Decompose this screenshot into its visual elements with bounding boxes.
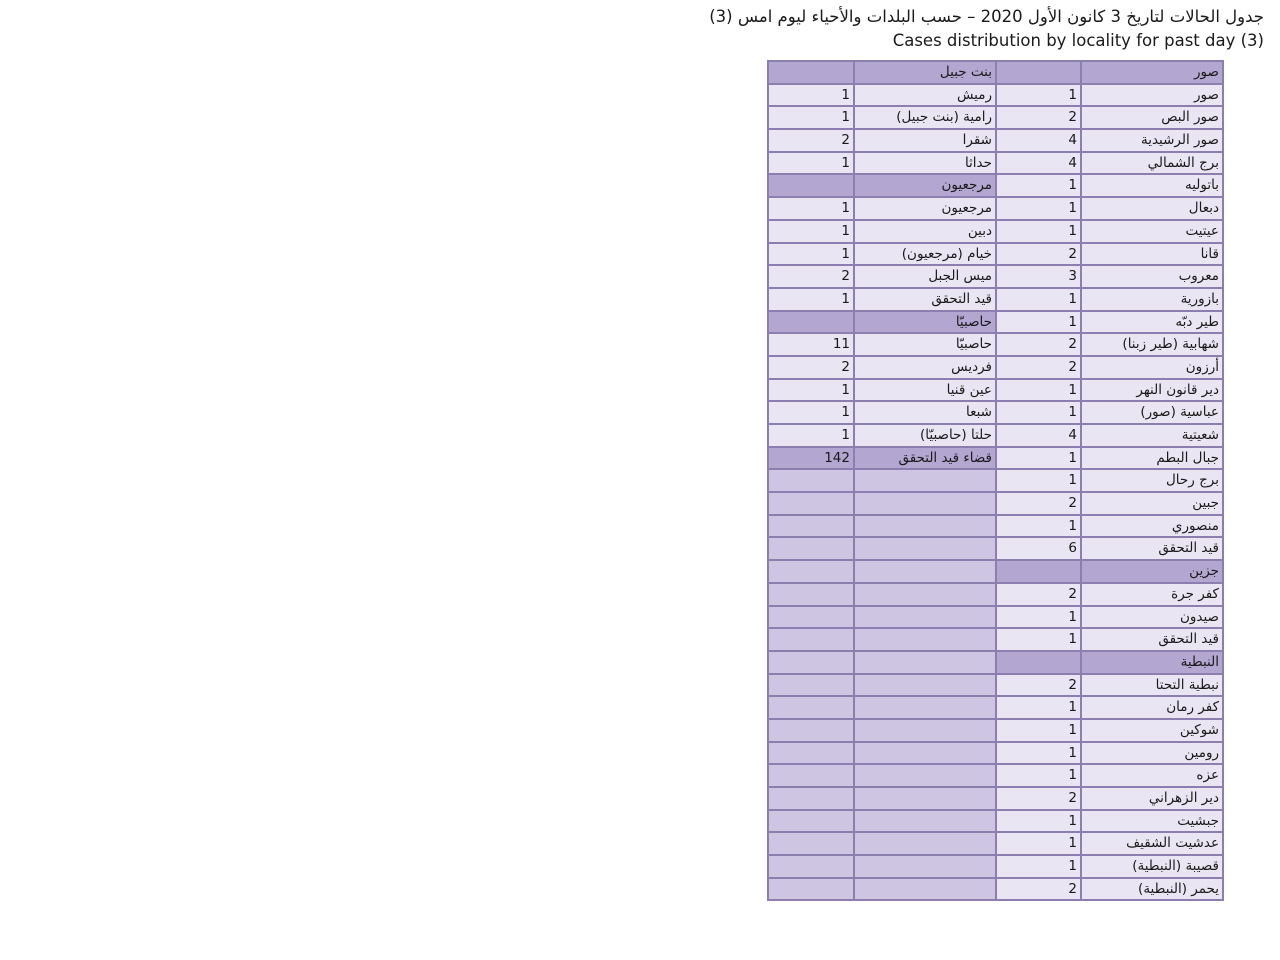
left-locality-cell: ميس الجبل <box>855 266 997 289</box>
left-locality-cell <box>855 516 997 539</box>
left-count-cell: 2 <box>769 130 855 153</box>
right-locality-cell: شوكين <box>1082 720 1224 743</box>
left-locality-cell: رامية (بنت جبيل) <box>855 107 997 130</box>
left-count-cell <box>769 175 855 198</box>
left-locality-cell: حداثا <box>855 153 997 176</box>
left-locality-cell <box>855 607 997 630</box>
right-count-cell: 1 <box>997 833 1082 856</box>
right-count-cell: 1 <box>997 743 1082 766</box>
left-count-cell <box>769 493 855 516</box>
left-count-cell <box>769 856 855 879</box>
left-locality-cell: رميش <box>855 85 997 108</box>
right-locality-cell: عزه <box>1082 765 1224 788</box>
right-count-cell: 1 <box>997 516 1082 539</box>
right-count-cell: 1 <box>997 811 1082 834</box>
left-count-cell: 1 <box>769 380 855 403</box>
left-locality-cell: شبعا <box>855 402 997 425</box>
right-count-cell: 1 <box>997 312 1082 335</box>
right-count-cell: 2 <box>997 879 1082 902</box>
left-count-cell <box>769 720 855 743</box>
right-count-cell: 1 <box>997 697 1082 720</box>
left-count-cell <box>769 62 855 85</box>
right-locality-cell: صور <box>1082 85 1224 108</box>
right-count-cell: 1 <box>997 448 1082 471</box>
right-locality-cell: معروب <box>1082 266 1224 289</box>
left-count-cell <box>769 788 855 811</box>
left-locality-cell: بنت جبيل <box>855 62 997 85</box>
right-locality-cell: جبشيت <box>1082 811 1224 834</box>
right-locality-cell: منصوري <box>1082 516 1224 539</box>
left-locality-cell <box>855 788 997 811</box>
left-locality-cell: مرجعيون <box>855 175 997 198</box>
left-locality-cell <box>855 584 997 607</box>
left-locality-cell: قيد التحقق <box>855 289 997 312</box>
left-count-cell: 1 <box>769 153 855 176</box>
right-locality-cell: كفر رمان <box>1082 697 1224 720</box>
left-count-cell <box>769 652 855 675</box>
left-locality-cell: دبين <box>855 221 997 244</box>
right-count-cell: 2 <box>997 107 1082 130</box>
right-locality-cell: صور الرشيدية <box>1082 130 1224 153</box>
left-locality-cell <box>855 470 997 493</box>
right-count-cell: 1 <box>997 607 1082 630</box>
left-locality-cell: عين قنيا <box>855 380 997 403</box>
right-locality-cell: قيد التحقق <box>1082 538 1224 561</box>
left-locality-cell <box>855 652 997 675</box>
left-locality-cell: حاصبيّا <box>855 334 997 357</box>
right-count-cell <box>997 62 1082 85</box>
right-locality-cell: قيد التحقق <box>1082 629 1224 652</box>
left-count-cell: 1 <box>769 107 855 130</box>
left-locality-cell <box>855 833 997 856</box>
left-count-cell: 11 <box>769 334 855 357</box>
right-locality-cell: صور البص <box>1082 107 1224 130</box>
left-count-cell: 1 <box>769 244 855 267</box>
left-locality-cell <box>855 856 997 879</box>
right-count-cell: 1 <box>997 380 1082 403</box>
right-locality-cell: برج رحال <box>1082 470 1224 493</box>
right-count-cell: 2 <box>997 244 1082 267</box>
left-count-cell: 1 <box>769 425 855 448</box>
right-locality-cell: رومين <box>1082 743 1224 766</box>
left-count-cell <box>769 629 855 652</box>
right-locality-cell: طير دبّه <box>1082 312 1224 335</box>
left-count-cell: 2 <box>769 266 855 289</box>
left-count-cell: 1 <box>769 221 855 244</box>
left-locality-cell <box>855 720 997 743</box>
left-count-cell <box>769 697 855 720</box>
right-count-cell: 1 <box>997 198 1082 221</box>
right-locality-cell: عباسية (صور) <box>1082 402 1224 425</box>
left-count-cell <box>769 879 855 902</box>
right-locality-cell: بازورية <box>1082 289 1224 312</box>
left-count-cell: 1 <box>769 198 855 221</box>
right-locality-cell: عيتيت <box>1082 221 1224 244</box>
right-count-cell: 1 <box>997 629 1082 652</box>
right-count-cell: 1 <box>997 470 1082 493</box>
right-count-cell: 6 <box>997 538 1082 561</box>
right-count-cell: 1 <box>997 402 1082 425</box>
left-locality-cell: خيام (مرجعيون) <box>855 244 997 267</box>
left-locality-cell <box>855 493 997 516</box>
left-count-cell <box>769 516 855 539</box>
right-locality-cell: يحمر (النبطية) <box>1082 879 1224 902</box>
left-locality-cell <box>855 697 997 720</box>
right-count-cell: 1 <box>997 720 1082 743</box>
right-locality-cell: قصيبة (النبطية) <box>1082 856 1224 879</box>
left-count-cell: 1 <box>769 85 855 108</box>
right-count-cell: 1 <box>997 175 1082 198</box>
left-locality-cell <box>855 743 997 766</box>
left-locality-cell <box>855 629 997 652</box>
left-locality-cell <box>855 538 997 561</box>
cases-table <box>767 60 1224 901</box>
left-count-cell <box>769 765 855 788</box>
right-locality-cell: باتوليه <box>1082 175 1224 198</box>
right-count-cell: 2 <box>997 334 1082 357</box>
right-count-cell: 4 <box>997 425 1082 448</box>
right-locality-cell: دبعال <box>1082 198 1224 221</box>
left-count-cell <box>769 833 855 856</box>
left-count-cell <box>769 675 855 698</box>
right-count-cell <box>997 561 1082 584</box>
right-count-cell: 2 <box>997 675 1082 698</box>
right-count-cell <box>997 652 1082 675</box>
right-locality-cell: جبال البطم <box>1082 448 1224 471</box>
left-count-cell <box>769 811 855 834</box>
left-count-cell <box>769 561 855 584</box>
right-locality-cell: جزين <box>1082 561 1224 584</box>
left-count-cell <box>769 312 855 335</box>
right-count-cell: 1 <box>997 765 1082 788</box>
left-locality-cell: قضاء قيد التحقق <box>855 448 997 471</box>
left-count-cell <box>769 584 855 607</box>
right-count-cell: 1 <box>997 85 1082 108</box>
left-locality-cell <box>855 765 997 788</box>
left-count-cell <box>769 607 855 630</box>
left-count-cell: 1 <box>769 289 855 312</box>
right-locality-cell: النبطية <box>1082 652 1224 675</box>
right-count-cell: 4 <box>997 153 1082 176</box>
right-locality-cell: دير قانون النهر <box>1082 380 1224 403</box>
right-count-cell: 2 <box>997 493 1082 516</box>
right-locality-cell: كفر جرة <box>1082 584 1224 607</box>
left-locality-cell <box>855 811 997 834</box>
right-locality-cell: جبين <box>1082 493 1224 516</box>
right-locality-cell: صيدون <box>1082 607 1224 630</box>
right-count-cell: 1 <box>997 289 1082 312</box>
left-locality-cell: فرديس <box>855 357 997 380</box>
report-title-arabic: جدول الحالات لتاريخ 3 كانون الأول 2020 – حسب البلدات والأحياء ليوم امس (3) <box>709 7 1264 26</box>
left-locality-cell: حاصبيّا <box>855 312 997 335</box>
right-locality-cell: شهابية (طير زبنا) <box>1082 334 1224 357</box>
left-locality-cell: مرجعيون <box>855 198 997 221</box>
left-locality-cell: شقرا <box>855 130 997 153</box>
report-title-english: Cases distribution by locality for past day (3) <box>892 31 1264 50</box>
right-locality-cell: أرزون <box>1082 357 1224 380</box>
right-locality-cell: دير الزهراني <box>1082 788 1224 811</box>
left-count-cell <box>769 538 855 561</box>
right-count-cell: 4 <box>997 130 1082 153</box>
left-count-cell: 2 <box>769 357 855 380</box>
left-locality-cell <box>855 675 997 698</box>
right-locality-cell: قانا <box>1082 244 1224 267</box>
right-count-cell: 2 <box>997 357 1082 380</box>
left-count-cell: 1 <box>769 402 855 425</box>
left-locality-cell: حلتا (حاصبيّا) <box>855 425 997 448</box>
right-count-cell: 2 <box>997 788 1082 811</box>
left-locality-cell <box>855 879 997 902</box>
right-count-cell: 2 <box>997 584 1082 607</box>
left-count-cell <box>769 470 855 493</box>
left-count-cell: 142 <box>769 448 855 471</box>
left-locality-cell <box>855 561 997 584</box>
left-count-cell <box>769 743 855 766</box>
right-locality-cell: برج الشمالي <box>1082 153 1224 176</box>
right-count-cell: 3 <box>997 266 1082 289</box>
right-locality-cell: صور <box>1082 62 1224 85</box>
right-locality-cell: نبطية التحتا <box>1082 675 1224 698</box>
right-locality-cell: عدشيت الشقيف <box>1082 833 1224 856</box>
right-locality-cell: شعيتية <box>1082 425 1224 448</box>
right-count-cell: 1 <box>997 221 1082 244</box>
right-count-cell: 1 <box>997 856 1082 879</box>
